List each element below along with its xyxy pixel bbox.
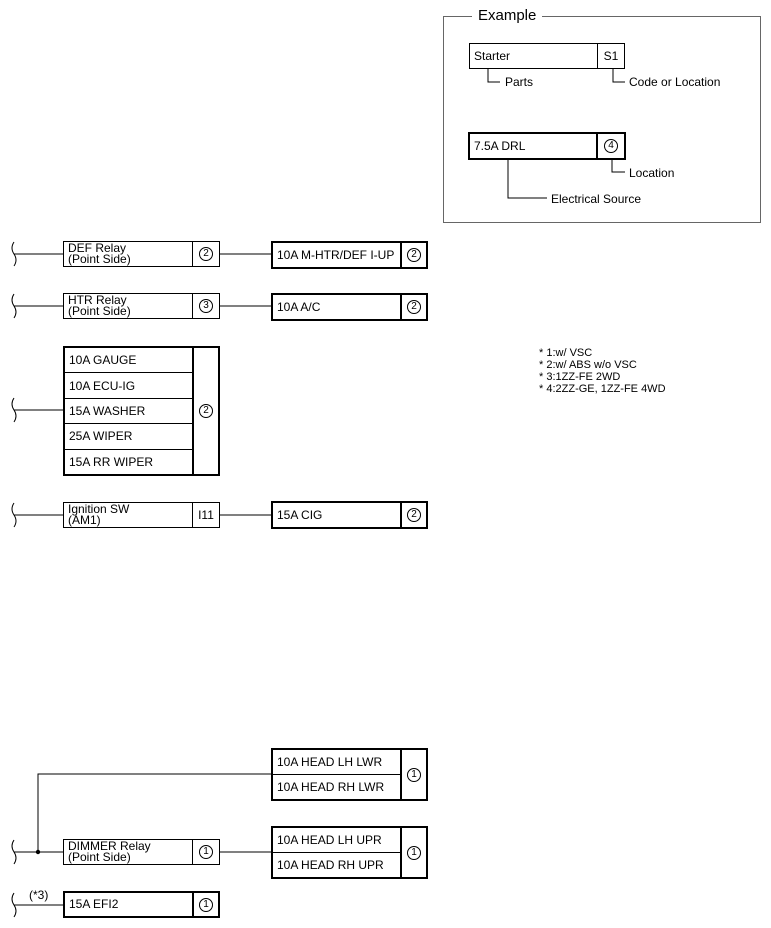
def-relay-side: (Point Side) <box>68 252 131 266</box>
code-caption: Code or Location <box>629 75 721 89</box>
example-location-cell <box>596 134 624 158</box>
htr-relay-label <box>64 294 192 318</box>
cig-fuse-box <box>271 501 428 529</box>
htr-relay-side: (Point Side) <box>68 304 131 318</box>
footnote: * 4:2ZZ-GE, 1ZZ-FE 4WD <box>539 383 666 395</box>
fuse-item: 10A ECU-IG <box>65 373 192 398</box>
dimmer-relay-side: (Point Side) <box>68 850 131 864</box>
def-fuse-location: 2 <box>407 248 421 262</box>
efi2-fuse-box <box>63 891 220 918</box>
efi-note: (*3) <box>29 888 49 902</box>
example-location-number: 4 <box>604 139 618 153</box>
fuse-item: 10A HEAD RH LWR <box>277 780 385 794</box>
htr-relay-loc-cell <box>192 294 219 318</box>
ig-fuse-group <box>63 346 220 476</box>
ignition-switch-name: Ignition SW <box>68 502 130 516</box>
head-lwr-fuse-group <box>271 748 428 801</box>
example-part-box <box>469 43 625 69</box>
def-fuse-label: 10A M-HTR/DEF I-UP <box>277 247 395 262</box>
ignition-switch-label <box>64 503 192 527</box>
ac-fuse-location: 2 <box>407 300 421 314</box>
efi2-loc-cell <box>192 893 218 916</box>
head-lwr-loc-cell <box>400 750 426 799</box>
dimmer-relay-box <box>63 839 220 865</box>
example-source-box <box>468 132 626 160</box>
fuse-item: 15A RR WIPER <box>69 454 154 469</box>
dimmer-relay-loc-cell <box>192 840 219 864</box>
def-fuse-loc-cell <box>400 243 426 267</box>
htr-relay-box <box>63 293 220 319</box>
ignition-switch-code: I11 <box>192 503 219 527</box>
head-upr-fuse-group <box>271 826 428 879</box>
ig-fuse-group-location: 2 <box>199 404 213 418</box>
source-caption: Electrical Source <box>551 192 642 206</box>
head-upr-loc-cell <box>400 828 426 877</box>
cig-fuse-location: 2 <box>407 508 421 522</box>
ig-fuse-group-loc-cell <box>192 348 218 474</box>
footnote: * 2:w/ ABS w/o VSC <box>539 359 637 371</box>
def-relay-box <box>63 241 220 267</box>
ignition-switch-box <box>63 502 220 528</box>
footnote: * 1:w/ VSC <box>539 347 593 359</box>
fuse-item: 15A WASHER <box>65 399 192 424</box>
def-fuse-box <box>271 241 428 269</box>
efi2-fuse-label: 15A EFI2 <box>69 897 119 911</box>
htr-relay-location: 3 <box>199 299 213 313</box>
fuse-item: 25A WIPER <box>65 424 192 449</box>
def-relay-label <box>64 242 192 266</box>
fuse-item: 10A HEAD LH LWR <box>273 750 400 775</box>
example-source-label: 7.5A DRL <box>474 138 526 153</box>
footnote: * 3:1ZZ-FE 2WD <box>539 371 621 383</box>
head-lwr-location: 1 <box>407 768 421 782</box>
def-relay-loc-cell <box>192 242 219 266</box>
example-part-label: Starter <box>474 48 511 63</box>
head-upr-location: 1 <box>407 846 421 860</box>
example-title: Example <box>472 7 542 24</box>
dimmer-relay-label <box>64 840 192 864</box>
fuse-item: 10A HEAD LH UPR <box>273 828 400 853</box>
example-code-cell: S1 <box>597 44 624 68</box>
location-caption: Location <box>629 166 675 180</box>
efi2-location: 1 <box>199 898 213 912</box>
ac-fuse-loc-cell <box>400 295 426 319</box>
ignition-switch-sub: (AM1) <box>68 513 101 527</box>
ac-fuse-label: 10A A/C <box>277 299 321 314</box>
footnotes <box>539 347 666 395</box>
dimmer-relay-name: DIMMER Relay <box>68 839 151 853</box>
cig-fuse-label: 15A CIG <box>277 507 323 522</box>
fuse-item: 10A HEAD RH UPR <box>277 858 384 872</box>
def-relay-location: 2 <box>199 247 213 261</box>
ac-fuse-box <box>271 293 428 321</box>
cig-fuse-loc-cell <box>400 503 426 527</box>
dimmer-relay-location: 1 <box>199 845 213 859</box>
htr-relay-name: HTR Relay <box>68 293 127 307</box>
parts-caption: Parts <box>505 75 534 89</box>
fuse-item: 10A GAUGE <box>65 348 192 373</box>
def-relay-name: DEF Relay <box>68 241 127 255</box>
